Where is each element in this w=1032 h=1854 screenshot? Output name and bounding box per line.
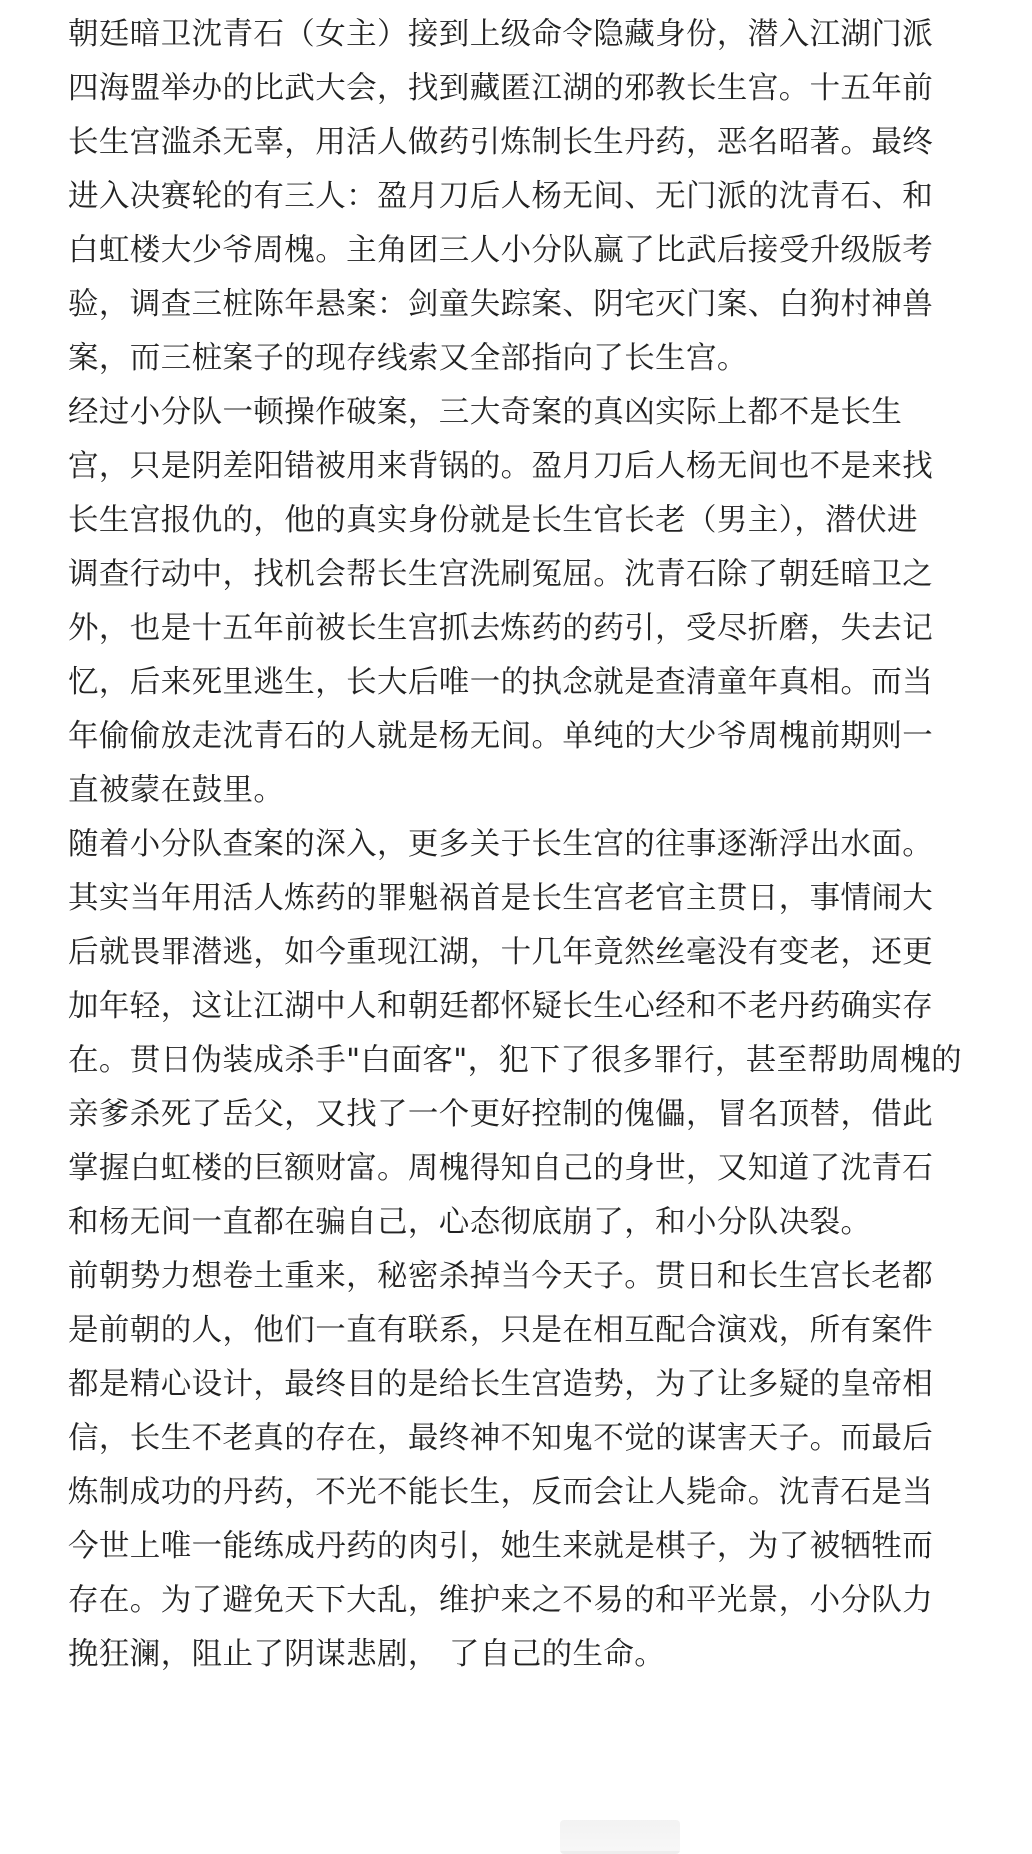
text-line: 掌握白虹楼的巨额财富。周槐得知自己的身世，又知道了沈青石 xyxy=(68,1151,934,1186)
text-line: 和杨无间一直都在骗自己，心态彻底崩了，和小分队决裂。 xyxy=(68,1205,872,1240)
text-line: 朝廷暗卫沈青石（女主）接到上级命令隐藏身份，潜入江湖门派 xyxy=(68,17,934,52)
paragraph-start-line: 经过小分队一顿操作破案，三大奇案的真凶实际上都不是长生 xyxy=(68,395,903,430)
watermark-overlay xyxy=(560,1820,680,1854)
text-line: 是前朝的人，他们一直有联系，只是在相互配合演戏，所有案件 xyxy=(68,1313,934,1348)
text-line: 直被蒙在鼓里。 xyxy=(68,773,285,808)
text-line: 年偷偷放走沈青石的人就是杨无间。单纯的大少爷周槐前期则一 xyxy=(68,719,934,754)
text-line-partial: 挽狂澜，阻止了阴谋悲剧， 了自己的生命。 xyxy=(68,1637,666,1672)
paragraph-start-line: 随着小分队查案的深入，更多关于长生宫的往事逐渐浮出水面。 xyxy=(68,827,934,862)
text-line: 长生宫滥杀无辜，用活人做药引炼制长生丹药，恶名昭著。最终 xyxy=(68,125,934,160)
text-line: 后就畏罪潜逃，如今重现江湖，十几年竟然丝毫没有变老，还更 xyxy=(68,935,934,970)
text-line: 案，而三桩案子的现存线索又全部指向了长生宫。 xyxy=(68,341,748,376)
text-line: 亲爹杀死了岳父，又找了一个更好控制的傀儡，冒名顶替，借此 xyxy=(68,1097,934,1132)
text-line: 都是精心设计，最终目的是给长生宫造势，为了让多疑的皇帝相 xyxy=(68,1367,934,1402)
article-body xyxy=(0,8,1032,1682)
text-line: 今世上唯一能练成丹药的肉引，她生来就是棋子，为了被牺牲而 xyxy=(68,1529,934,1564)
text-line: 宫，只是阴差阳错被用来背锅的。盈月刀后人杨无间也不是来找 xyxy=(68,449,934,484)
text-line: 长生宫报仇的，他的真实身份就是长生官长老（男主），潜伏进 xyxy=(68,503,918,538)
paragraph-start-line: 前朝势力想卷土重来，秘密杀掉当今天子。贯日和长生宫长老都 xyxy=(68,1259,934,1294)
text-line: 存在。为了避免天下大乱，维护来之不易的和平光景，小分队力 xyxy=(68,1583,934,1618)
text-line: 外，也是十五年前被长生宫抓去炼药的药引，受尽折磨，失去记 xyxy=(68,611,934,646)
text-line: 其实当年用活人炼药的罪魁祸首是长生宫老官主贯日，事情闹大 xyxy=(68,881,934,916)
text-line: 调查行动中，找机会帮长生宫洗刷冤屈。沈青石除了朝廷暗卫之 xyxy=(68,557,934,592)
text-line: 信，长生不老真的存在，最终神不知鬼不觉的谋害天子。而最后 xyxy=(68,1421,934,1456)
text-line: 加年轻，这让江湖中人和朝廷都怀疑长生心经和不老丹药确实存 xyxy=(68,989,934,1024)
text-line: 验，调查三桩陈年悬案：剑童失踪案、阴宅灭门案、白狗村神兽 xyxy=(68,287,934,322)
text-line: 在。贯日伪装成杀手"白面客"，犯下了很多罪行，甚至帮助周槐的 xyxy=(68,1043,963,1078)
text-line: 炼制成功的丹药，不光不能长生，反而会让人毙命。沈青石是当 xyxy=(68,1475,934,1510)
text-line: 忆，后来死里逃生，长大后唯一的执念就是查清童年真相。而当 xyxy=(68,665,934,700)
bottom-fade xyxy=(0,1791,1032,1851)
text-line: 四海盟举办的比武大会，找到藏匿江湖的邪教长生宫。十五年前 xyxy=(68,71,934,106)
text-line: 白虹楼大少爷周槐。主角团三人小分队赢了比武后接受升级版考 xyxy=(68,233,934,268)
text-line: 进入决赛轮的有三人：盈月刀后人杨无间、无门派的沈青石、和 xyxy=(68,179,934,214)
